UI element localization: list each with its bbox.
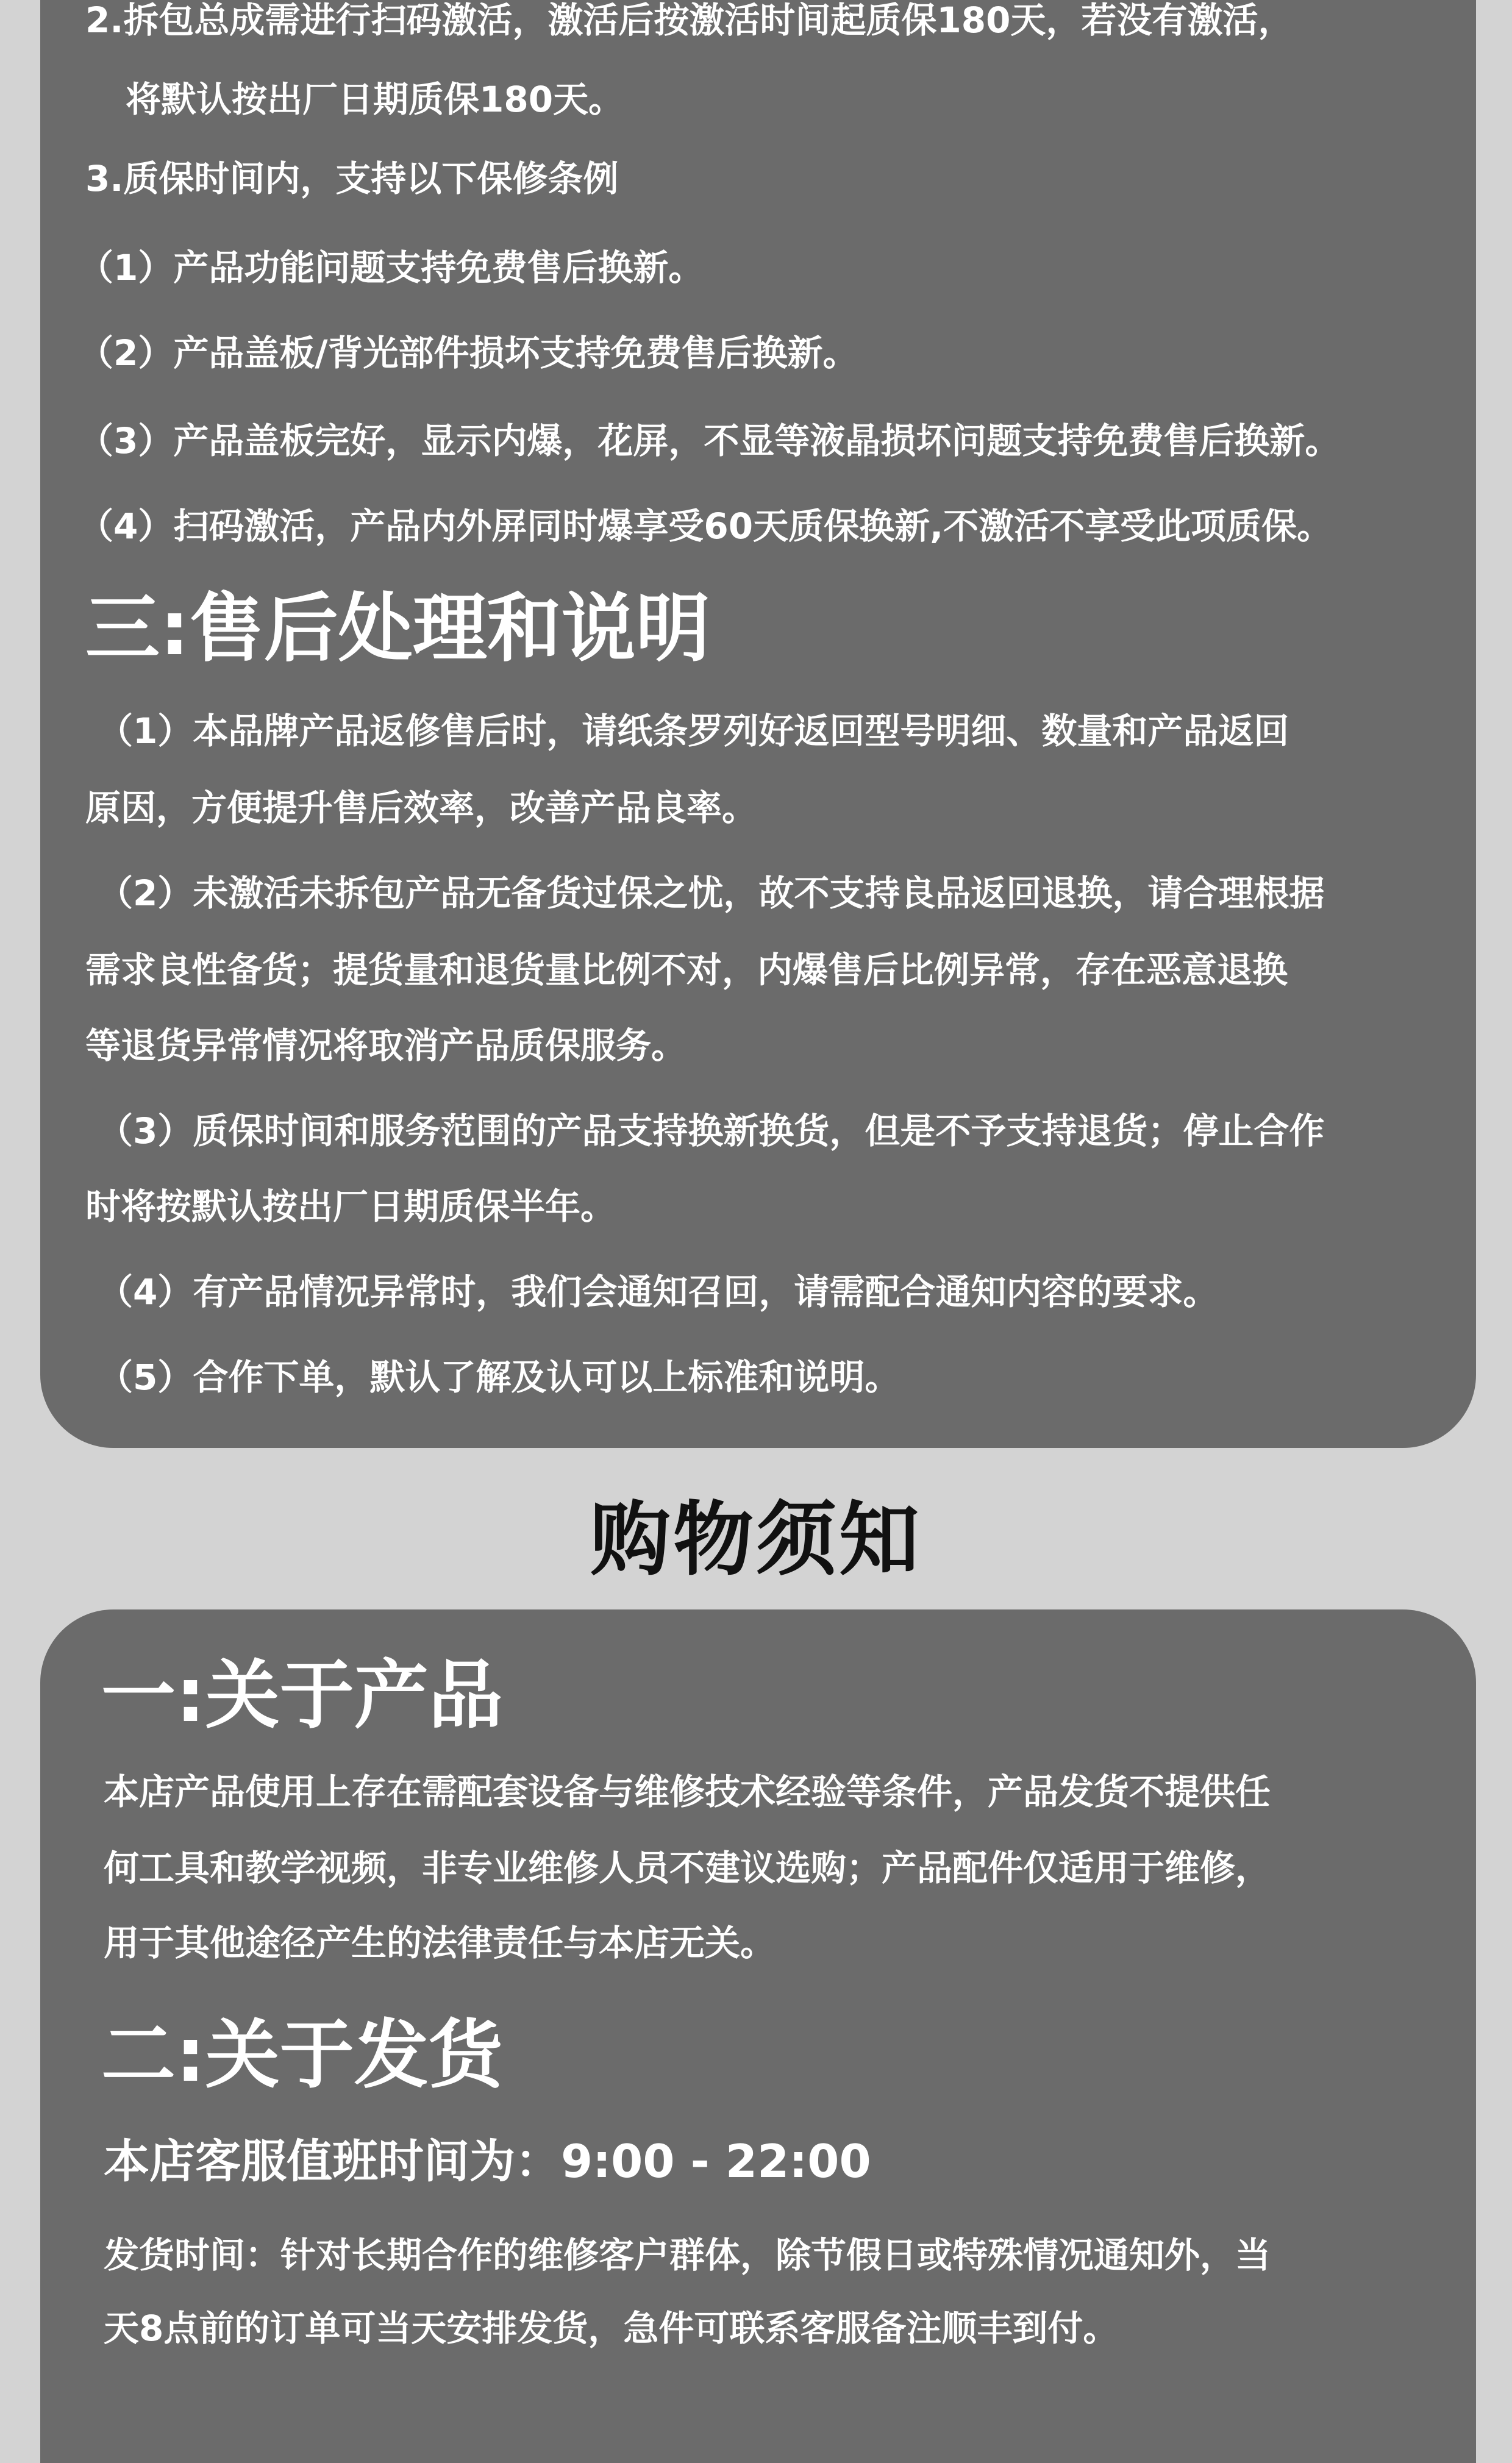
about-product-line: 何工具和教学视频，非专业维修人员不建议选购；产品配件仅适用于维修，	[104, 1847, 1271, 1889]
warranty-card	[40, 0, 1476, 1448]
about-shipping-line: 天8点前的订单可当天安排发货，急件可联系客服备注顺丰到付。	[104, 2308, 1119, 2349]
about-product-line: 本店产品使用上存在需配套设备与维修技术经验等条件，产品发货不提供任	[104, 1771, 1271, 1812]
warranty-line: （1）产品功能问题支持免费售后换新。	[78, 247, 704, 288]
service-hours: 本店客服值班时间为：9:00 - 22:00	[104, 2134, 871, 2188]
after-sales-line: 时将按默认按出厂日期质保半年。	[85, 1186, 616, 1227]
after-sales-line: （1）本品牌产品返修售后时，请纸条罗列好返回型号明细、数量和产品返回	[98, 710, 1289, 752]
about-product-line: 用于其他途径产生的法律责任与本店无关。	[104, 1922, 776, 1964]
after-sales-line: （2）未激活未拆包产品无备货过保之忧，故不支持良品返回退换，请合理根据	[98, 872, 1325, 914]
section-heading-about-product: 一:关于产品	[101, 1652, 503, 1739]
warranty-line: 将默认按出厂日期质保180天。	[126, 79, 624, 120]
after-sales-line: （4）有产品情况异常时，我们会通知召回，请需配合通知内容的要求。	[98, 1271, 1219, 1313]
about-shipping-line: 发货时间：针对长期合作的维修客户群体，除节假日或特殊情况通知外，当	[104, 2234, 1271, 2276]
section-heading-about-shipping: 二:关于发货	[101, 2012, 503, 2098]
page-title: 购物须知	[590, 1493, 922, 1587]
after-sales-line: 等退货异常情况将取消产品质保服务。	[85, 1025, 687, 1066]
after-sales-line: 需求良性备货；提货量和退货量比例不对，内爆售后比例异常，存在恶意退换	[85, 949, 1288, 991]
warranty-line: 3.质保时间内，支持以下保修条例	[85, 158, 619, 199]
section-heading-after-sales: 三:售后处理和说明	[85, 585, 710, 672]
shopping-notice-card	[40, 1609, 1476, 2463]
warranty-line: （4）扫码激活，产品内外屏同时爆享受60天质保换新,不激活不享受此项质保。	[78, 505, 1333, 547]
after-sales-line: （5）合作下单，默认了解及认可以上标准和说明。	[98, 1356, 900, 1398]
after-sales-line: （3）质保时间和服务范围的产品支持换新换货，但是不予支持退货；停止合作	[98, 1110, 1325, 1152]
warranty-line: （2）产品盖板/背光部件损坏支持免费售后换新。	[78, 332, 858, 374]
warranty-line: 2.拆包总成需进行扫码激活，激活后按激活时间起质保180天，若没有激活，	[85, 0, 1294, 41]
after-sales-line: 原因，方便提升售后效率，改善产品良率。	[85, 787, 758, 829]
warranty-line: （3）产品盖板完好，显示内爆，花屏，不显等液晶损坏问题支持免费售后换新。	[78, 420, 1341, 462]
